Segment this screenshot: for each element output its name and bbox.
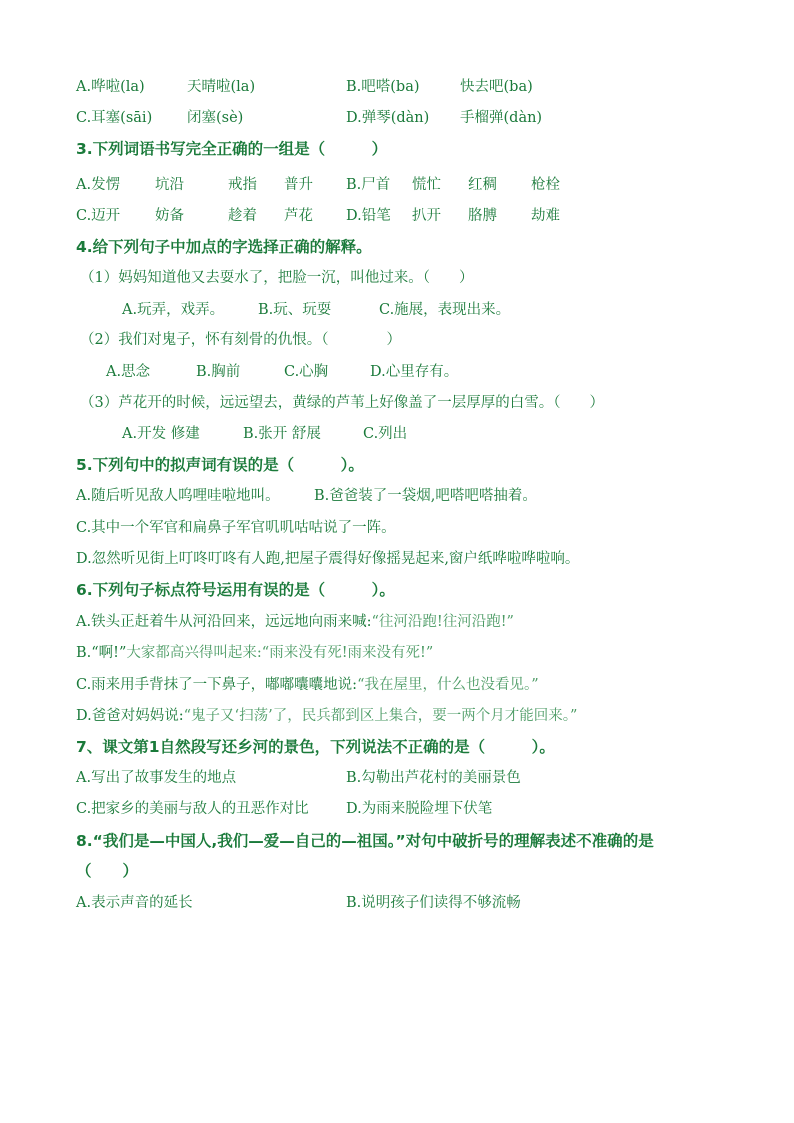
q4-s1-option-b: B.玩、玩耍 [258,302,332,318]
q6-option-d-quote: “鬼子又‘扫荡’了，民兵都到区上集合，要一两个月才能回来。” [183,708,578,724]
q2-option-a1: A.哗啦(la) [76,79,145,95]
q3-word: 趁着 [228,208,257,224]
q3-word: 妨备 [155,208,184,224]
q3-word: 坑沿 [155,177,184,193]
q6-option-b-text: B.“啊!” [76,645,127,661]
q3-word: 劫难 [531,208,560,224]
q7-option-b: B.勾勒出芦花村的美丽景色 [346,770,521,786]
q4-sentence-3: （3）芦花开的时候，远远望去，黄绿的芦苇上好像盖了一层厚厚的白雪。（ ） [80,395,604,411]
q5-option-c: C.其中一个军官和扁鼻子军官叽叽咕咕说了一阵。 [76,520,396,536]
q3-word: 戒指 [228,177,257,193]
q3-word: 普升 [284,177,313,193]
q3-word: 慌忙 [412,177,441,193]
q2-option-c2: 闭塞(sè) [187,110,244,126]
q3-word: 红稠 [468,177,497,193]
question-4-stem: 4.给下列句子中加点的字选择正确的解释。 [76,238,372,256]
q3-word: B.尸首 [346,177,391,193]
q6-option-b [76,643,433,663]
q6-option-c [76,675,539,695]
q5-option-a: A.随后听见敌人呜哩哇啦地叫。 [76,488,280,504]
q6-option-d [76,706,577,726]
q3-word: 扒开 [412,208,441,224]
q3-word: 芦花 [284,208,313,224]
question-7-stem: 7、课文第1自然段写还乡河的景色，下列说法不正确的是（ ）。 [76,738,555,756]
q6-option-d-text: D.爸爸对妈妈说: [76,708,184,724]
q6-option-b-rest: 大家都高兴得叫起来:“雨来没有死!雨来没有死!” [126,645,434,661]
q2-option-b2: 快去吧(ba) [460,79,533,95]
question-8-stem: 8.“我们是—中国人,我们—爱—自己的—祖国。”对句中破折号的理解表述不准确的是 [76,832,654,850]
question-3-stem: 3.下列词语书写完全正确的一组是（ ） [76,140,388,158]
q4-s2-option-a: A.思念 [106,364,151,380]
q4-s2-option-c: C.心胸 [284,364,329,380]
question-8-answer-paren: （ ） [76,862,139,880]
question-6-stem: 6.下列句子标点符号运用有误的是（ ）。 [76,581,395,599]
q4-s3-option-b: B.张开 舒展 [243,426,321,442]
q2-option-b1: B.吧嗒(ba) [346,79,420,95]
q3-word: 枪栓 [531,177,560,193]
q2-option-d1: D.弹琴(dàn) [346,110,430,126]
q8-option-b: B.说明孩子们读得不够流畅 [346,895,521,911]
q6-option-a-quote: “往河沿跑!往河沿跑!” [371,614,514,630]
q4-s1-option-c: C.施展，表现出来。 [379,302,511,318]
q2-option-a2: 天晴啦(la) [187,79,256,95]
q2-option-d2: 手榴弹(dàn) [460,110,543,126]
q5-option-b: B.爸爸装了一袋烟,吧嗒吧嗒抽着。 [314,488,537,504]
q4-s2-option-d: D.心里存有。 [370,364,459,380]
q4-sentence-1: （1）妈妈知道他又去耍水了，把脸一沉，叫他过来。（ ） [80,270,474,286]
q6-option-c-quote: “我在屋里，什么也没看见。” [357,677,539,693]
q3-word: A.发愣 [76,177,121,193]
question-5-stem: 5.下列句中的拟声词有误的是（ ）。 [76,456,364,474]
q3-word: D.铅笔 [346,208,391,224]
q4-s1-option-a: A.玩弄，戏弄。 [122,302,225,318]
q4-s3-option-c: C.列出 [363,426,408,442]
q5-option-d: D.忽然听见街上叮咚叮咚有人跑,把屋子震得好像摇晃起来,窗户纸哗啦哗啦响。 [76,551,580,567]
q7-option-d: D.为雨来脱险埋下伏笔 [346,801,493,817]
q3-word: 胳膊 [468,208,497,224]
q6-option-a-text: A.铁头正赶着牛从河沿回来，远远地向雨来喊: [76,614,372,630]
q4-s3-option-a: A.开发 修建 [122,426,200,442]
q6-option-a [76,612,514,632]
q7-option-a: A.写出了故事发生的地点 [76,770,237,786]
q6-option-c-text: C.雨来用手背抹了一下鼻子，嘟嘟囔囔地说: [76,677,358,693]
q7-option-c: C.把家乡的美丽与敌人的丑恶作对比 [76,801,309,817]
q4-s2-option-b: B.胸前 [196,364,241,380]
q2-option-c1: C.耳塞(sāi) [76,110,153,126]
q4-sentence-2: （2）我们对鬼子，怀有刻骨的仇恨。（ ） [80,332,401,348]
q8-option-a: A.表示声音的延长 [76,895,193,911]
q3-word: C.迈开 [76,208,121,224]
